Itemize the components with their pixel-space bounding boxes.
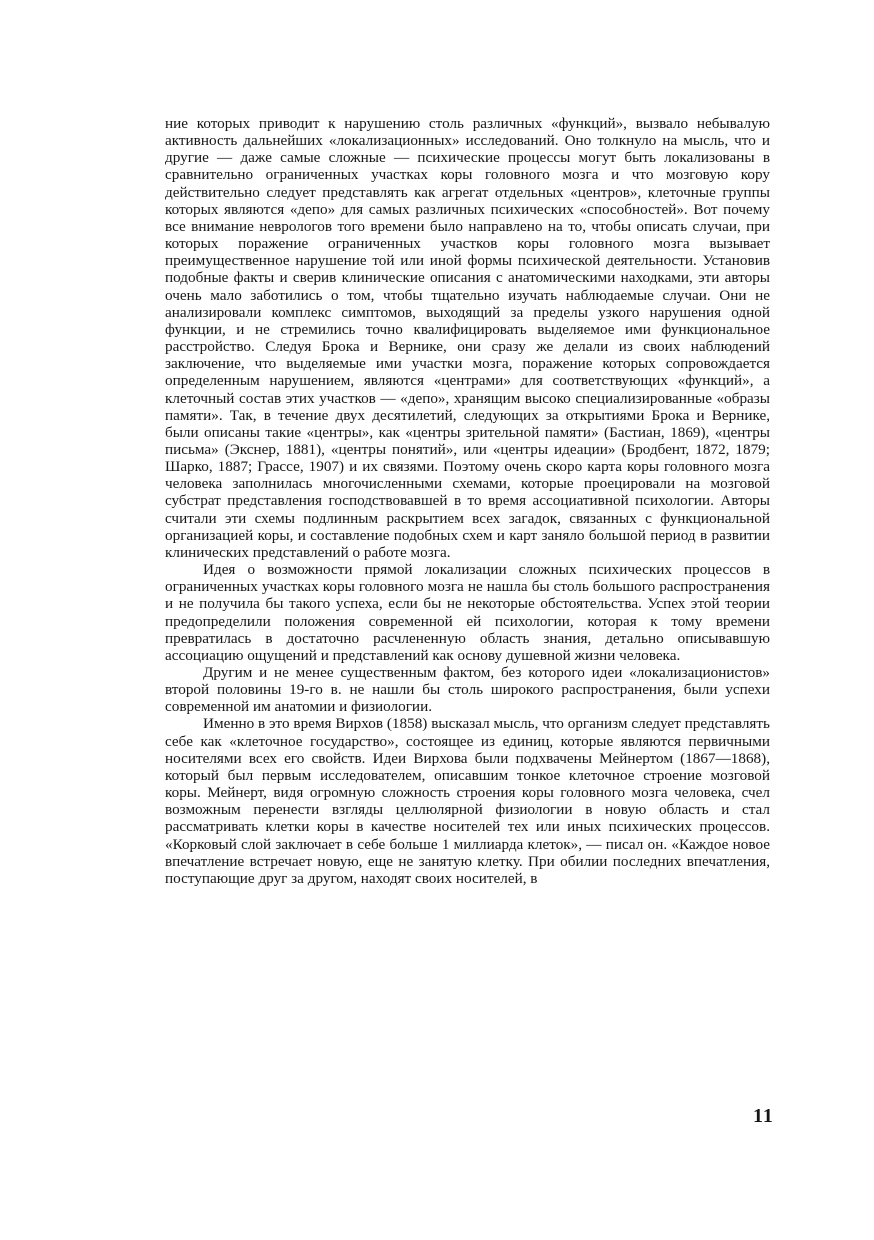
page-number: 11 [753, 1105, 774, 1127]
paragraph: ние которых приводит к нарушению столь различных «функций», вызвало небывалую активность дальнейших «локализационных» исследований. Оно толкнуло на мысль, что и другие — даже самые сложные — психические процессы могут быть локализованы в сравнительно ограниченных участках коры головного мозга и что мозговую кору действительно следует представлять как агрегат отдельных «центров», клеточные группы которых являются «депо» для самых различных психических «способностей». Вот почему все внимание неврологов того времени было направлено на то, чтобы описать случаи, при которых поражение ограниченных участков коры головного мозга вызывает преимущественное нарушение той или иной формы психической деятельности. Установив подобные факты и сверив клинические описания с анатомическими находками, эти авторы очень мало заботились о том, чтобы тщательно изучать наблюдаемые случаи. Они не анализировали комплекс симптомов, выходящий за пределы узкого нарушения одной функции, и не стремились точно квалифицировать выделяемое ими функциональное расстройство. Следуя Брока и Вернике, они сразу же делали из своих наблюдений заключение, что выделяемые ими участки мозга, поражение которых сопровождается определенным нарушением, являются «центрами» для соответствующих «функций», а клеточный состав этих участков — «депо», хранящим высоко специализированные «образы памяти». Так, в течение двух десятилетий, следующих за открытиями Брока и Вернике, были описаны такие «центры», как «центры зрительной памяти» (Бастиан, 1869), «центры письма» (Экснер, 1881), «центры понятий», или «центры идеации» (Бродбент, 1872, 1879; Шарко, 1887; Грассе, 1907) и их связями. Поэтому очень скоро карта коры головного мозга человека заполнилась многочисленными схемами, которые проецировали на мозговой субстрат представления господствовавшей в то время ассоциативной психологии. Авторы считали эти схемы подлинным раскрытием всех загадок, связанных с функциональной организацией коры, и составление подобных схем и карт заняло большой период в развитии клинических представлений о работе мозга. [165, 115, 770, 561]
page-text [165, 115, 770, 887]
paragraph: Идея о возможности прямой локализации сложных психических процессов в ограниченных участках коры головного мозга не нашла бы столь большого распространения и не получила бы такого успеха, если бы не некоторые обстоятельства. Успех этой теории предопределили положения современной ей психологии, которая к тому времени превратилась в достаточно расчлененную область знания, детально описывавшую ассоциацию ощущений и представлений как основу душевной жизни человека. [165, 561, 770, 664]
paragraph: Другим и не менее существенным фактом, без которого идеи «локализационистов» второй половины 19-го в. не нашли бы столь широкого распространения, были успехи современной им анатомии и физиологии. [165, 664, 770, 716]
paragraph: Именно в это время Вирхов (1858) высказал мысль, что организм следует представлять себе как «клеточное государство», состоящее из единиц, которые являются первичными носителями всех его свойств. Идеи Вирхова были подхвачены Мейнертом (1867—1868), который был первым исследователем, описавшим тонкое клеточное строение мозговой коры. Мейнерт, видя огромную сложность строения коры головного мозга человека, счел возможным перенести взгляды целлюлярной физиологии в новую область и стал рассматривать клетки коры в качестве носителей тех или иных психических процессов. «Корковый слой заключает в себе больше 1 миллиарда клеток», — писал он. «Каждое новое впечатление встречает новую, еще не занятую клетку. При обилии последних впечатления, поступающие друг за другом, находят своих носителей, в [165, 715, 770, 887]
